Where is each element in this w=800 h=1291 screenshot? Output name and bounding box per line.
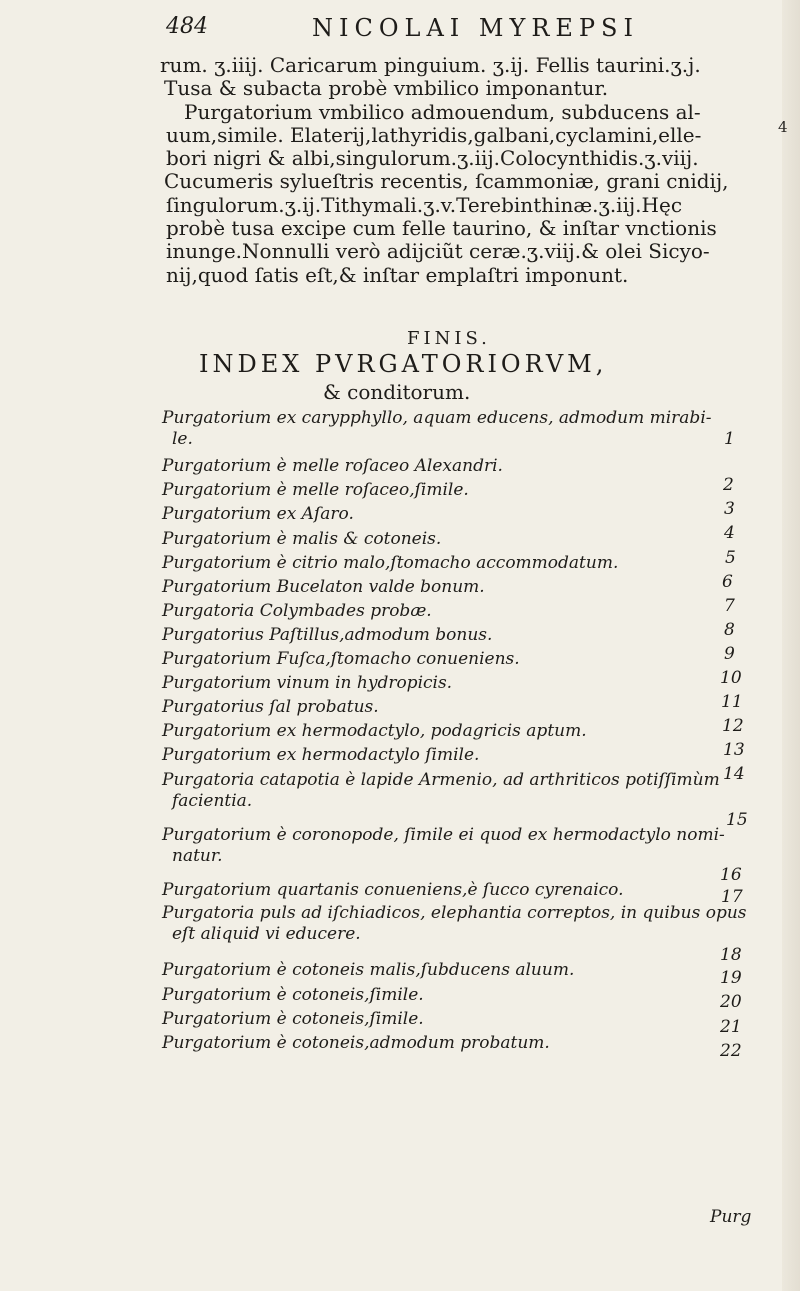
- index-entry: [162, 985, 424, 1006]
- index-entry: [162, 770, 720, 812]
- index-entry: [162, 529, 441, 550]
- index-entry: [162, 880, 624, 901]
- index-entry: [162, 960, 574, 981]
- entry-number: 12: [722, 716, 744, 736]
- index-entry: [162, 903, 747, 945]
- entry-text: Purgatorium vinum in hydropicis.: [162, 673, 453, 693]
- entry-text: Purgatorium ex hermodactylo ſimile.: [162, 745, 480, 765]
- entry-text: Purgatoria puls ad iſchiadicos, elephantia correptos, in quibus opus: [162, 903, 747, 923]
- entry-text: Purgatorium è cotoneis,ſimile.: [162, 1009, 424, 1029]
- entry-number: 13: [723, 740, 745, 760]
- body-line: uum,simile. Elaterij,lathyridis,galbani,cyclamini,elle-: [166, 122, 702, 147]
- body-line: inunge.Nonnulli verò adijciũt ceræ.ʒ.viij.& olei Sicyo-: [166, 239, 710, 264]
- entry-text: Purgatorium ex Aſaro.: [162, 504, 354, 524]
- index-entry: [162, 504, 354, 525]
- entry-text: Purgatoria Colymbades probæ.: [162, 601, 432, 621]
- entry-text: Purgatorium ex hermodactylo, podagricis aptum.: [162, 721, 587, 741]
- entry-number: 10: [720, 668, 742, 688]
- index-entry: [162, 1009, 424, 1030]
- entry-number: 5: [725, 548, 736, 568]
- entry-text: Purgatorium Bucelaton valde bonum.: [162, 577, 485, 597]
- body-line: probè tusa excipe cum felle taurino, & inſtar vnctionis: [166, 216, 717, 241]
- entry-text-continued: le.: [172, 429, 193, 449]
- margin-mark: 4: [778, 118, 788, 136]
- entry-number: 18: [720, 945, 742, 965]
- body-line: Cucumeris sylueſtris recentis, ſcammoniæ, grani cnidij,: [164, 169, 729, 194]
- index-entry: [162, 553, 618, 574]
- entry-text-continued: eſt aliquid vi educere.: [172, 924, 361, 944]
- index-subtitle: & conditorum.: [323, 380, 471, 404]
- entry-text-continued: natur.: [172, 846, 223, 866]
- body-line: ſingulorum.ʒ.ij.Tithymali.ʒ.v.Terebinthinæ.ʒ.iij.Hęc: [166, 192, 683, 217]
- entry-text: Purgatorium è melle roſaceo Alexandri.: [162, 456, 503, 476]
- index-entry: [162, 825, 725, 867]
- entry-number: 15: [726, 810, 748, 830]
- entry-number: 11: [721, 692, 743, 712]
- entry-text: Purgatoria catapotia è lapide Armenio, ad arthriticos potiſſimùm: [162, 770, 720, 790]
- entry-number: 9: [724, 644, 735, 664]
- entry-number: 20: [720, 992, 742, 1012]
- index-entry: [162, 456, 503, 477]
- entry-number: 22: [720, 1041, 742, 1061]
- index-entry: [162, 697, 379, 718]
- entry-number: 1: [724, 429, 735, 449]
- entry-text: Purgatorium è coronopode, ſimile ei quod ex hermodactylo nomi-: [162, 825, 725, 845]
- entry-text: Purgatorium è cotoneis,ſimile.: [162, 985, 424, 1005]
- index-entry: [162, 601, 432, 622]
- index-entry: [162, 673, 452, 694]
- entry-number: 16: [720, 865, 742, 885]
- index-entry: [162, 721, 587, 742]
- index-entry: [162, 625, 492, 646]
- index-entry: [162, 408, 712, 450]
- entry-number: 3: [724, 499, 735, 519]
- entry-number: 7: [724, 596, 735, 616]
- entry-number: 14: [723, 764, 745, 784]
- entry-text: Purgatorium è cotoneis,admodum probatum.: [162, 1033, 550, 1053]
- body-line: Tusa & subacta probè vmbilico imponantur.: [164, 76, 609, 101]
- page-edge: [782, 0, 800, 1291]
- entry-text: Purgatorium è malis & cotoneis.: [162, 529, 442, 549]
- entry-number: 17: [721, 887, 743, 907]
- entry-text: Purgatorium quartanis conueniens,è ſucco cyrenaico.: [162, 880, 624, 900]
- entry-number: 8: [724, 620, 735, 640]
- entry-text: Purgatorius Paſtillus,admodum bonus.: [162, 625, 493, 645]
- entry-text: Purgatorium è citrio malo,ſtomacho accommodatum.: [162, 553, 619, 573]
- entry-text: Purgatorium è melle roſaceo,ſimile.: [162, 480, 469, 500]
- index-entry: [162, 745, 479, 766]
- index-entry: [162, 1033, 550, 1054]
- entry-text: Purgatorium è cotoneis malis,ſubducens aluum.: [162, 960, 575, 980]
- body-line: rum. ʒ.iiij. Caricarum pinguium. ʒ.ij. Fellis taurini.ʒ.j.: [160, 53, 701, 77]
- entry-text: Purgatorium ex carypphyllo, aquam educens, admodum mirabi-: [162, 408, 712, 428]
- body-line: Purgatorium vmbilico admouendum, subducens al-: [184, 99, 701, 124]
- index-entry: [162, 577, 485, 598]
- body-text: [160, 54, 730, 287]
- body-line: bori nigri & albi,singulorum.ʒ.iij.Colocynthidis.ʒ.viij.: [166, 146, 699, 171]
- running-title: NICOLAI MYREPSI: [312, 14, 639, 42]
- entry-number: 2: [723, 475, 734, 495]
- catchword: Purg: [710, 1207, 752, 1227]
- finis-heading: FINIS.: [407, 328, 491, 349]
- index-title: INDEX PVRGATORIORVM,: [199, 350, 608, 378]
- entry-text: Purgatorius ſal probatus.: [162, 697, 379, 717]
- entry-text: Purgatorium Fuſca,ſtomacho conueniens.: [162, 649, 520, 669]
- index-entry: [162, 649, 520, 670]
- entry-text-continued: facientia.: [172, 791, 253, 811]
- entry-number: 19: [720, 968, 742, 988]
- page-header: [166, 14, 686, 44]
- body-line: nij,quod ſatis eſt,& inſtar emplaſtri imponunt.: [166, 262, 629, 287]
- page-number: 484: [166, 14, 208, 39]
- index-entry: [162, 480, 469, 501]
- entry-number: 21: [720, 1017, 742, 1037]
- entry-number: 4: [724, 523, 735, 543]
- entry-number: 6: [722, 572, 733, 592]
